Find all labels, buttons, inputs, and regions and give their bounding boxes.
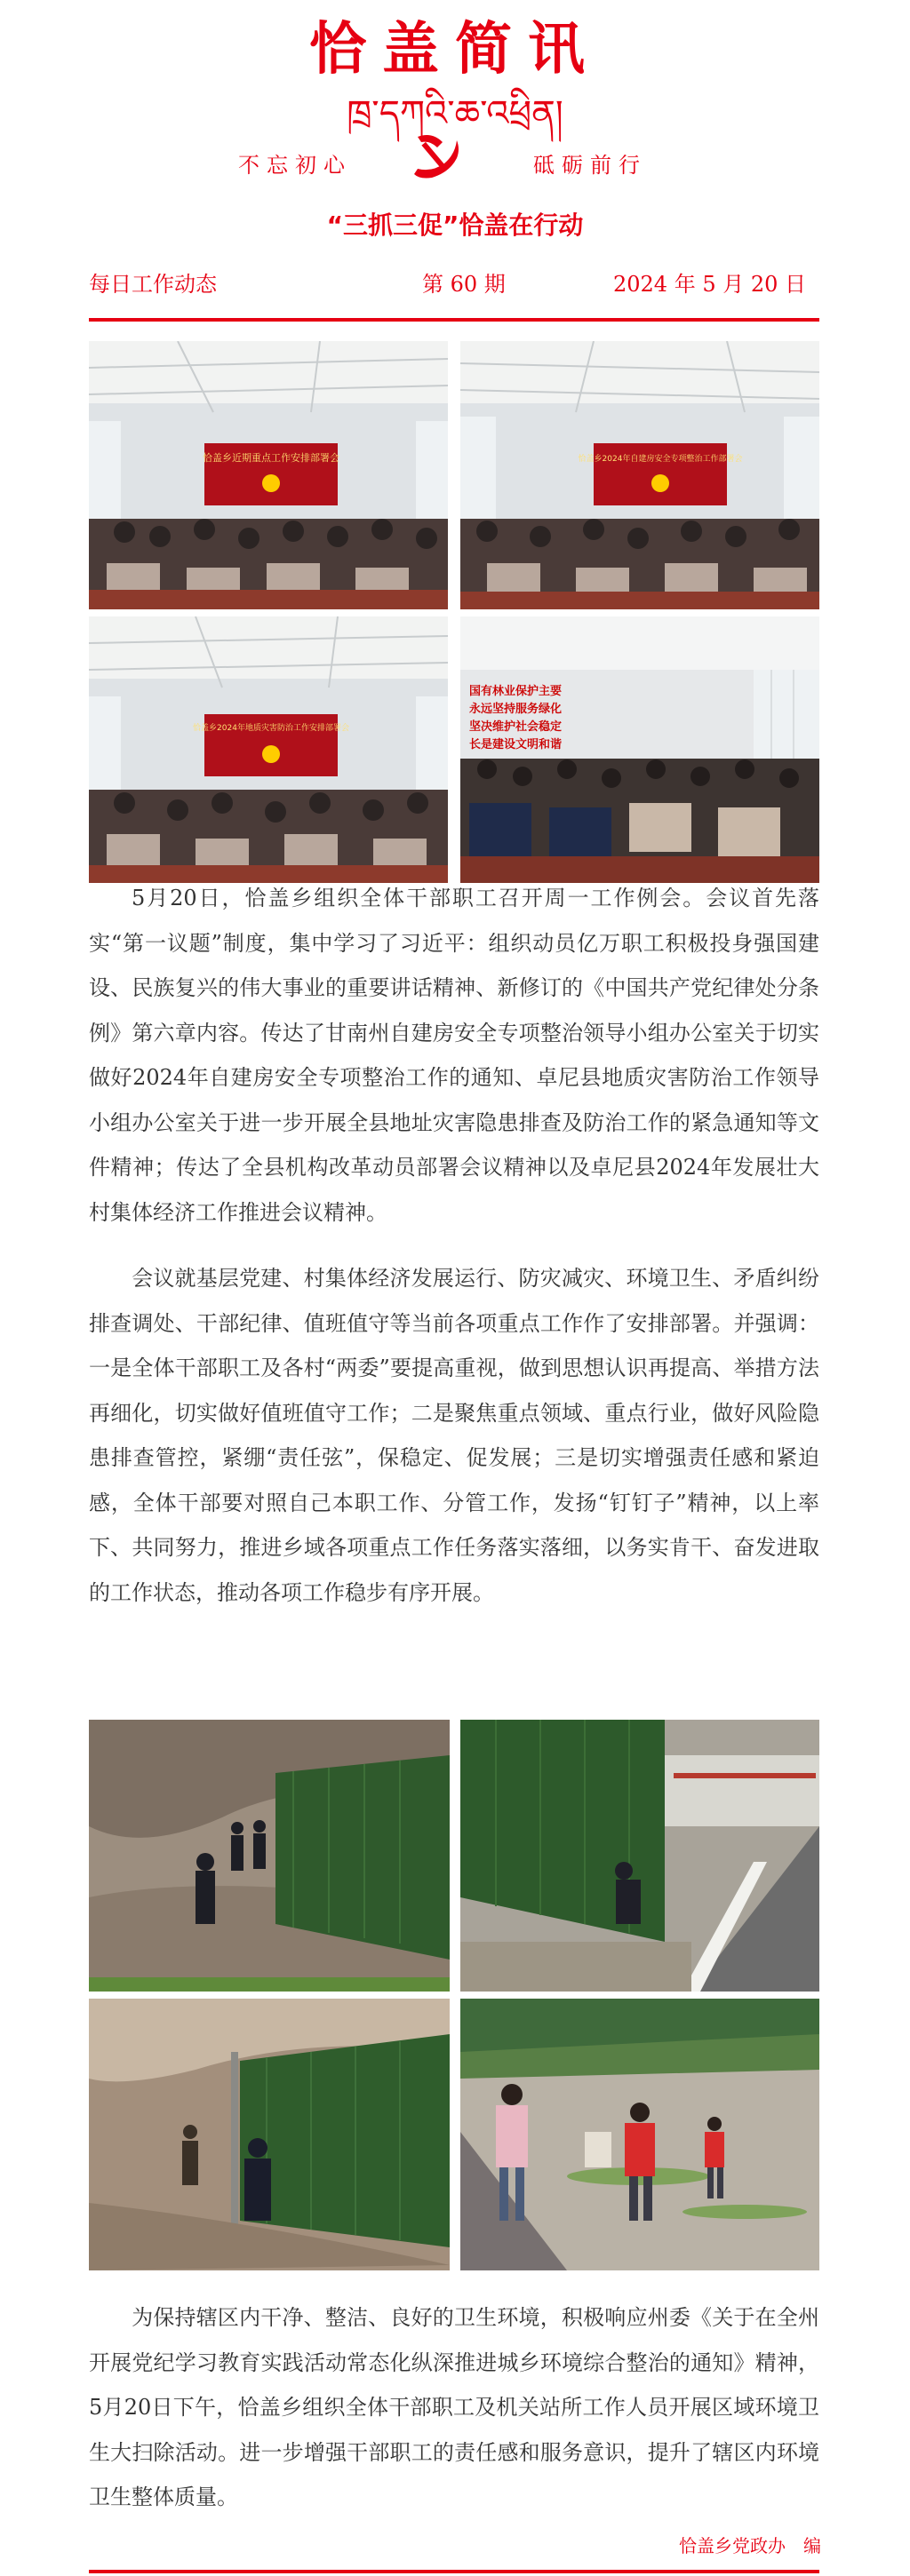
meeting-photo-3 bbox=[89, 616, 448, 883]
wall-slogan-line: 长是建设文明和谐 bbox=[469, 738, 563, 751]
meeting-photo-4 bbox=[460, 616, 819, 883]
article-paragraph-3: 为保持辖区内干净、整洁、良好的卫生环境，积极响应州委《关于在全州开展党纪学习教育实践活动常态化纵深推进城乡环境综合整治的通知》精神，5月20日下午，恰盖乡组织全体干部职工及机关站所工作人员开展区域环境卫生大扫除活动。进一步增强干部职工的责任感和服务意识，提升了辖区内环境卫生整体质量。 bbox=[89, 2305, 819, 2509]
banner-text: 恰盖乡2024年自建房安全专项整治工作部署会 bbox=[578, 455, 743, 464]
slogan-left: 不忘初心 bbox=[238, 153, 352, 178]
article-paragraph-1: 5月20日，恰盖乡组织全体干部职工召开周一工作例会。会议首先落实“第一议题”制度，集中学习了习近平：组织动员亿万职工积极投身强国建设、民族复兴的伟大事业的重要讲话精神、新修订的《中国共产党纪律处分条例》第六章内容。传达了甘南州自建房安全专项整治领导小组办公室关于切实做好2024年自建房安全专项整治工作的通知、卓尼县地质灾害防治工作领导小组办公室关于进一步开展全县地址灾害隐患排查及防治工作的紧急通知等文件精神；传达了全县机构改革动员部署会议精神以及卓尼县2024年发展壮大村集体经济工作推进会议精神。 bbox=[89, 886, 819, 1225]
column-label: 每日工作动态 bbox=[89, 272, 217, 297]
party-emblem-icon bbox=[405, 128, 469, 181]
issue-number: 第 60 期 bbox=[422, 272, 506, 297]
tibetan-title: ཁྲ་དཀའི་ཆ་འཕྲིན། bbox=[347, 93, 563, 134]
newsletter-title: 恰盖简讯 bbox=[309, 17, 601, 83]
issue-date: 2024 年 5 月 20 日 bbox=[613, 272, 807, 297]
slogan-right: 砥砺前行 bbox=[533, 153, 647, 178]
banner-text: 恰盖乡近期重点工作安排部署会 bbox=[203, 452, 339, 464]
cleanup-photo-2 bbox=[460, 1720, 819, 1992]
meeting-photo-1 bbox=[89, 341, 448, 609]
divider-bottom bbox=[89, 2570, 819, 2573]
subtitle: “三抓三促”恰盖在行动 bbox=[326, 211, 584, 240]
editor-signature: 恰盖乡党政办 编 bbox=[679, 2535, 821, 2556]
meeting-photo-2 bbox=[460, 341, 819, 609]
wall-slogan-line: 永远坚持服务绿化 bbox=[469, 703, 563, 716]
divider-top bbox=[89, 318, 819, 322]
cleanup-photo-3 bbox=[89, 1999, 450, 2270]
article-paragraph-2: 会议就基层党建、村集体经济发展运行、防灾减灾、环境卫生、矛盾纠纷排查调处、干部纪律、值班值守等当前各项重点工作作了安排部署。并强调：一是全体干部职工及各村“两委”要提高重视，做到思想认识再提高、举措方法再细化，切实做好值班值守工作；二是聚焦重点领域、重点行业，做好风险隐患排查管控，紧绷“责任弦”，保稳定、促发展；三是切实增强责任感和紧迫感，全体干部要对照自己本职工作、分管工作，发扬“钉钉子”精神，以上率下、共同努力，推进乡域各项重点工作任务落实落细，以务实肯干、奋发进取的工作状态，推动各项工作稳步有序开展。 bbox=[89, 1266, 819, 1605]
cleanup-photo-4 bbox=[460, 1999, 819, 2270]
wall-slogan-line: 国有林业保护主要 bbox=[469, 685, 563, 698]
banner-text: 恰盖乡2024年地质灾害防治工作安排部署会 bbox=[193, 724, 349, 733]
wall-slogan-line: 坚决维护社会稳定 bbox=[469, 720, 563, 734]
cleanup-photo-1 bbox=[89, 1720, 450, 1992]
